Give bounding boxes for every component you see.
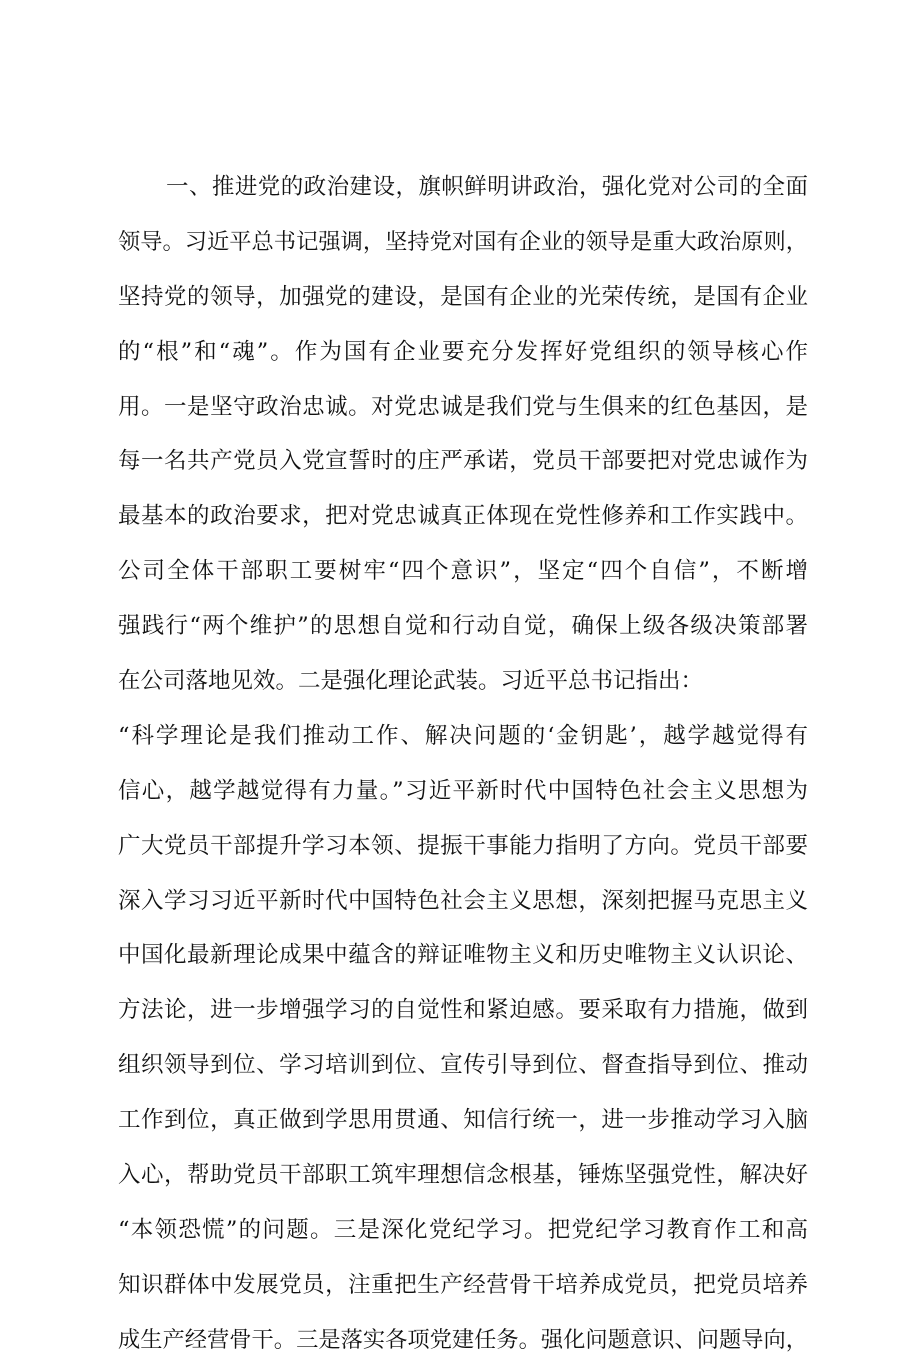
text-line: 组织领导到位、学习培训到位、宣传引导到位、督查指导到位、推动	[118, 1052, 808, 1079]
text-line: 最基本的政治要求，把对党忠诚真正体现在党性修养和工作实践中。	[118, 503, 808, 530]
text-line: 入心，帮助党员干部职工筑牢理想信念根基，锤炼坚强党性，解决好	[118, 1162, 808, 1189]
text-line: 中国化最新理论成果中蕴含的辩证唯物主义和历史唯物主义认识论、	[118, 942, 808, 969]
text-line: 信心，越学越觉得有力量。”习近平新时代中国特色社会主义思想为	[118, 777, 808, 804]
text-line: 工作到位，真正做到学思用贯通、知信行统一，进一步推动学习入脑	[118, 1107, 808, 1134]
text-line: 深入学习习近平新时代中国特色社会主义思想，深刻把握马克思主义	[118, 887, 808, 914]
text-line: 公司全体干部职工要树牢“四个意识”，坚定“四个自信”，不断增	[118, 558, 808, 585]
text-line: 一、推进党的政治建设，旗帜鲜明讲政治，强化党对公司的全面	[166, 174, 808, 200]
text-line: 坚持党的领导，加强党的建设，是国有企业的光荣传统，是国有企业	[118, 283, 808, 310]
text-line: 每一名共产党员入党宣誓时的庄严承诺，党员干部要把对党忠诚作为	[118, 448, 808, 475]
text-line: “本领恐慌”的问题。三是深化党纪学习。把党纪学习教育作工和高	[118, 1216, 808, 1243]
text-line: 成生产经营骨干。三是落实各项党建任务。强化问题意识、问题导向，	[118, 1326, 808, 1353]
text-line: 广大党员干部提升学习本领、提振干事能力指明了方向。党员干部要	[118, 832, 808, 859]
text-line: 领导。习近平总书记强调，坚持党对国有企业的领导是重大政治原则，	[118, 228, 808, 255]
text-line: 用。一是坚守政治忠诚。对党忠诚是我们党与生俱来的红色基因，是	[118, 393, 808, 420]
text-line: “科学理论是我们推动工作、解决问题的‘金钥匙’，越学越觉得有	[118, 722, 808, 749]
text-line: 知识群体中发展党员，注重把生产经营骨干培养成党员，把党员培养	[118, 1271, 808, 1298]
body-paragraph	[118, 160, 808, 1368]
text-line: 的“根”和“魂”。作为国有企业要充分发挥好党组织的领导核心作	[118, 338, 808, 365]
text-line: 方法论，进一步增强学习的自觉性和紧迫感。要采取有力措施，做到	[118, 997, 808, 1024]
text-line: 在公司落地见效。二是强化理论武装。习近平总书记指出：	[118, 668, 704, 695]
text-line: 强践行“两个维护”的思想自觉和行动自觉，确保上级各级决策部署	[118, 613, 808, 640]
